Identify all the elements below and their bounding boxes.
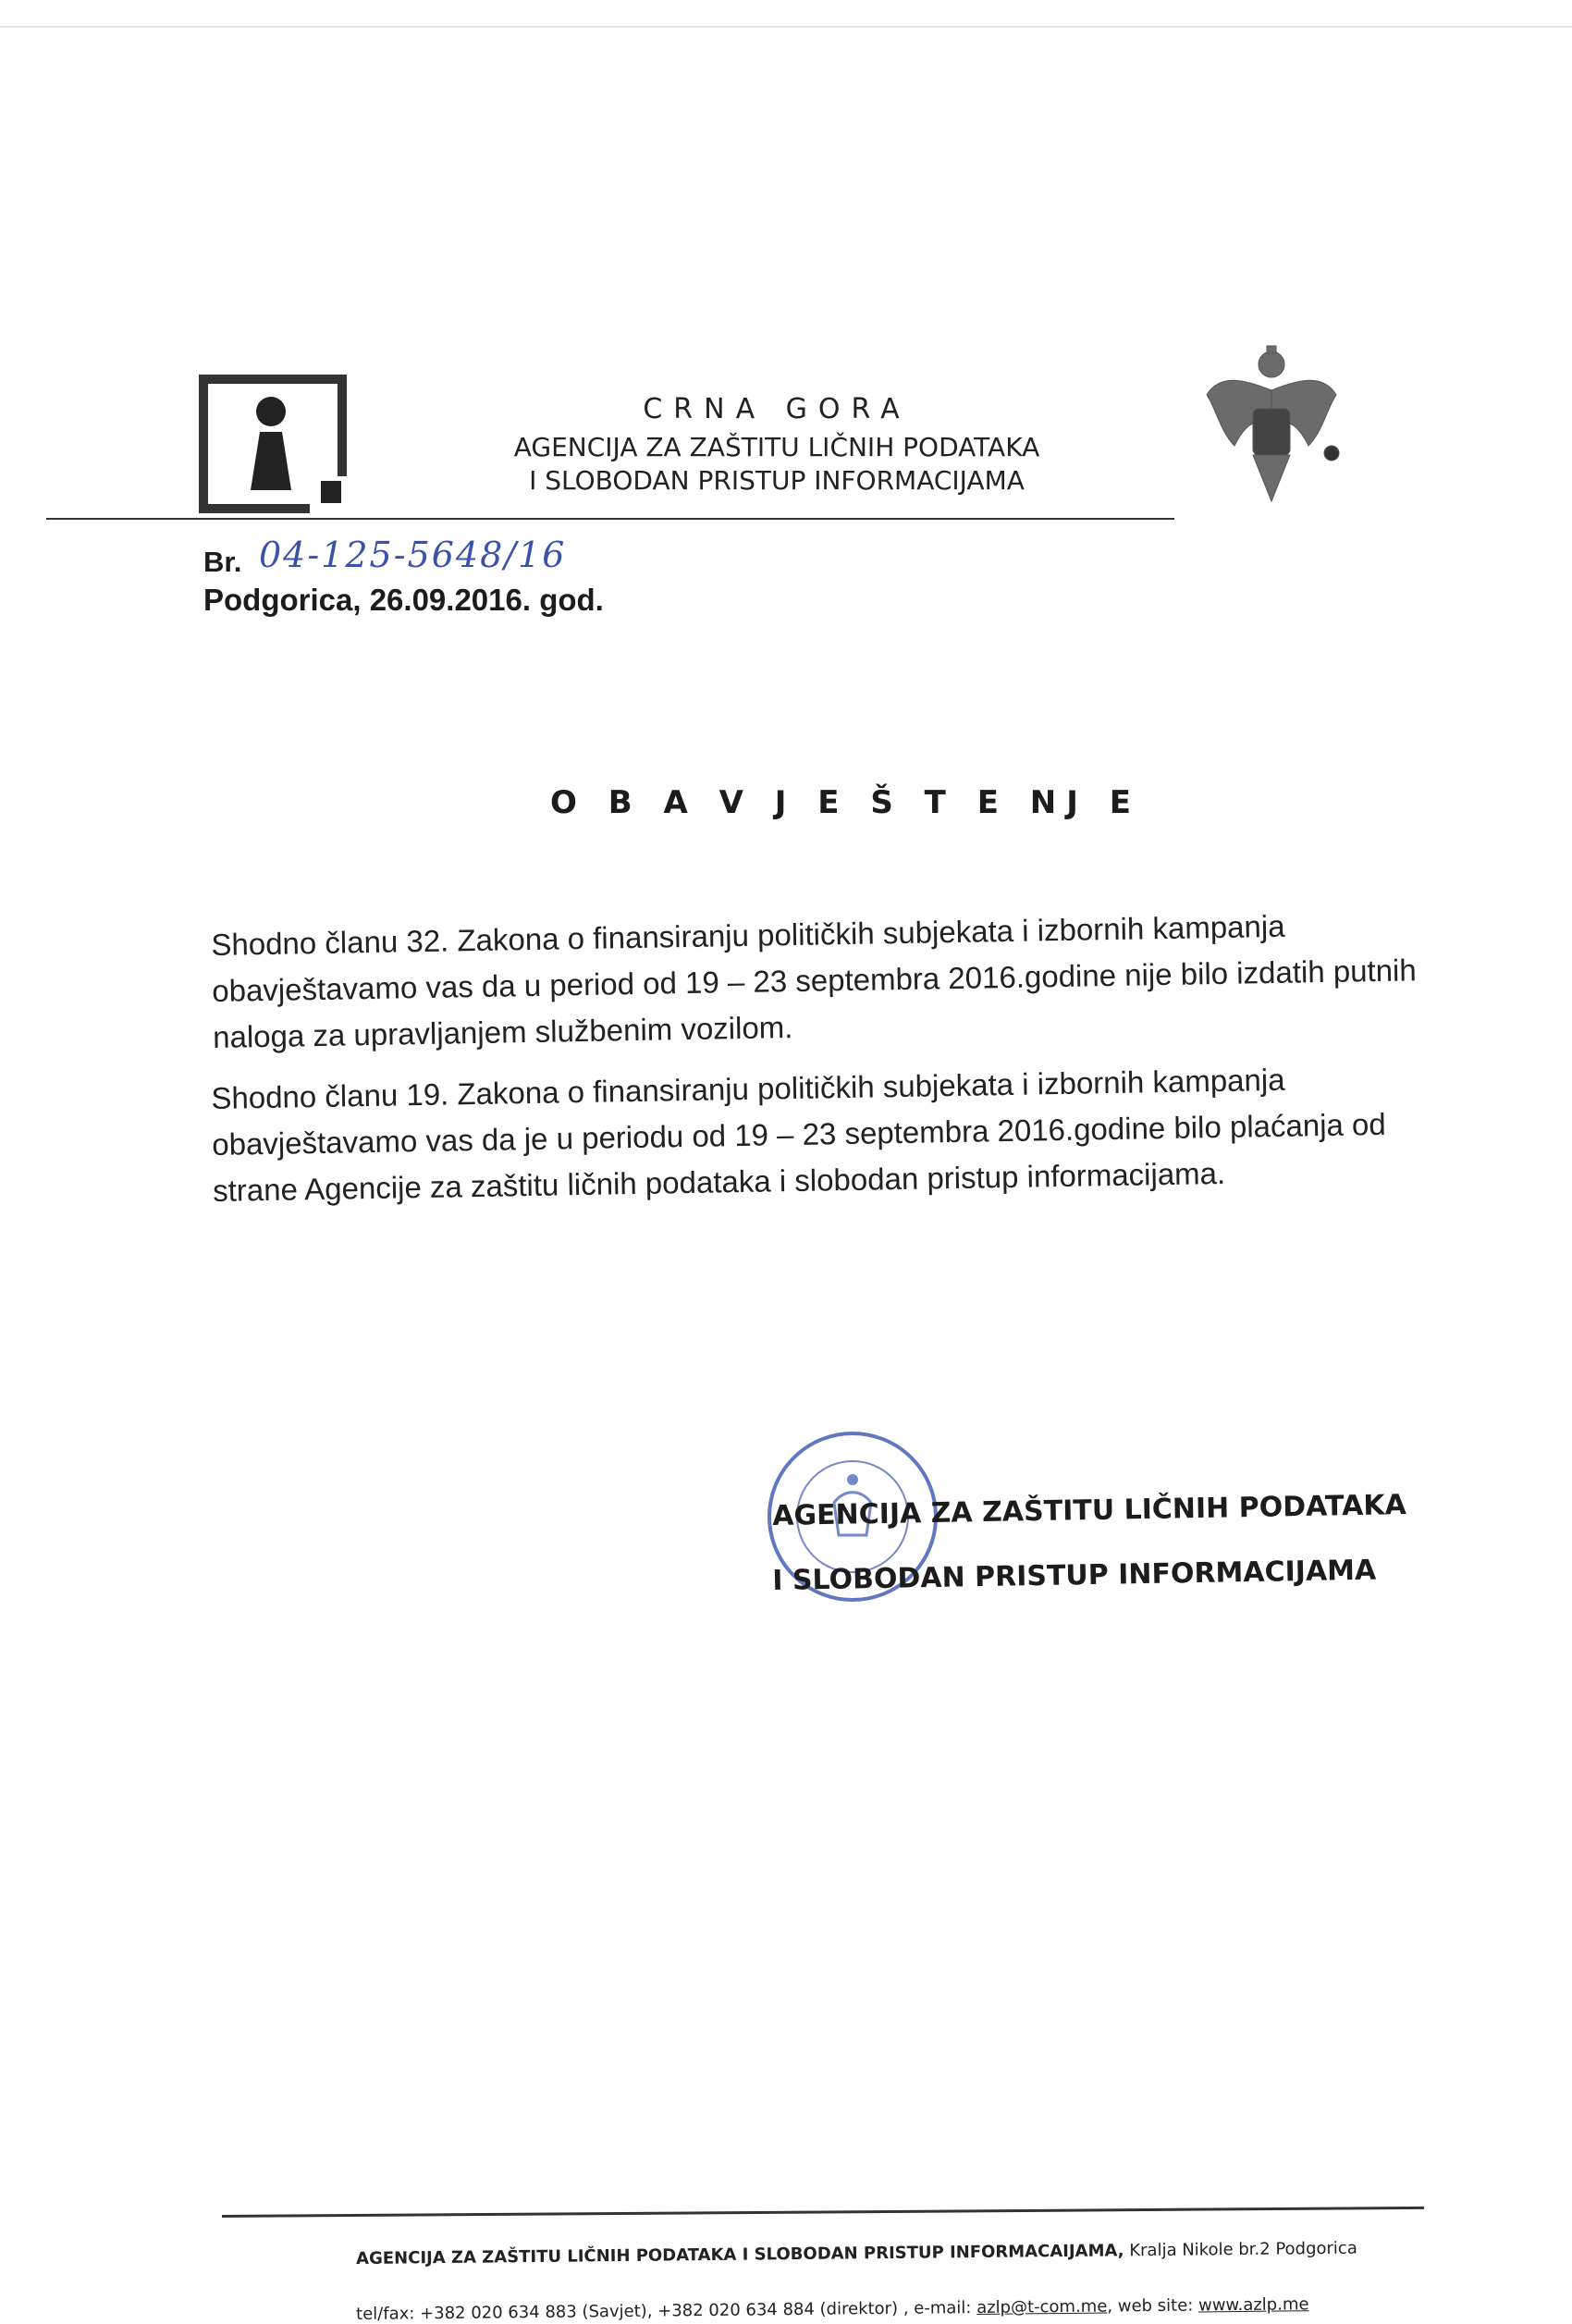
footer-email-link[interactable]: azlp@t-com.me <box>976 2296 1108 2318</box>
paragraph-2-line: Shodno članu 19. Zakona o finansiranju političkih subjekata i izbornih kampanja <box>211 1062 1285 1115</box>
header-divider <box>46 518 1174 520</box>
reference-number-handwritten: 04-125-5648/16 <box>259 535 567 575</box>
paragraph-2-line: obavještavamo vas da je u periodu od 19 – 23 septembra 2016.godine bilo plaćanja od <box>211 1106 1387 1162</box>
paragraph-1-line: obavještavamo vas da u period od 19 – 23 septembra 2016.godine nije bilo izdatih putnih <box>211 953 1418 1008</box>
paragraph-1-line: naloga za upravljanjem službenim vozilom. <box>212 1010 793 1054</box>
footer-phone: tel/fax: +382 020 634 883 (Savjet), +382 020 634 884 (direktor) , e-mail: <box>356 2297 977 2324</box>
signature-agency-line-1: AGENCIJA ZA ZAŠTITU LIČNIH PODATAKA <box>772 1489 1407 1532</box>
place-and-date: Podgorica, 26.09.2016. god. <box>203 583 604 617</box>
footer-address <box>356 2239 1357 2269</box>
coat-of-arms-icon <box>1193 344 1350 510</box>
footer-address-text: Kralja Nikole br.2 Podgorica <box>1124 2238 1357 2261</box>
header-agency-name-line-2: I SLOBODAN PRISTUP INFORMACIJAMA <box>529 465 1025 496</box>
top-scan-edge <box>0 26 1572 28</box>
footer-website-label: , web site: <box>1107 2295 1199 2317</box>
paragraph-1-line: Shodno članu 32. Zakona o finansiranju političkih subjekata i izbornih kampanja <box>211 908 1285 962</box>
footer-contacts <box>356 2294 1309 2324</box>
document-title: O B A V J E Š T E NJ E <box>550 784 1141 821</box>
header-agency-name-line-1: AGENCIJA ZA ZAŠTITU LIČNIH PODATAKA <box>513 432 1040 462</box>
header-country: CRNA GORA <box>643 393 911 425</box>
paragraph-1 <box>211 901 1418 1061</box>
footer-agency-name: AGENCIJA ZA ZAŠTITU LIČNIH PODATAKA I SLOBODAN PRISTUP INFORMACAIJAMA, <box>356 2241 1124 2269</box>
paragraph-2 <box>211 1054 1415 1214</box>
signature-agency-line-2: I SLOBODAN PRISTUP INFORMACIJAMA <box>772 1554 1377 1597</box>
agency-logo <box>199 375 347 513</box>
paragraph-2-line: strane Agencije za zaštitu ličnih podataka i slobodan pristup informacijama. <box>212 1155 1226 1208</box>
reference-label: Br. <box>203 546 242 578</box>
footer-website-link[interactable]: www.azlp.me <box>1197 2294 1309 2316</box>
footer-divider <box>222 2207 1424 2218</box>
